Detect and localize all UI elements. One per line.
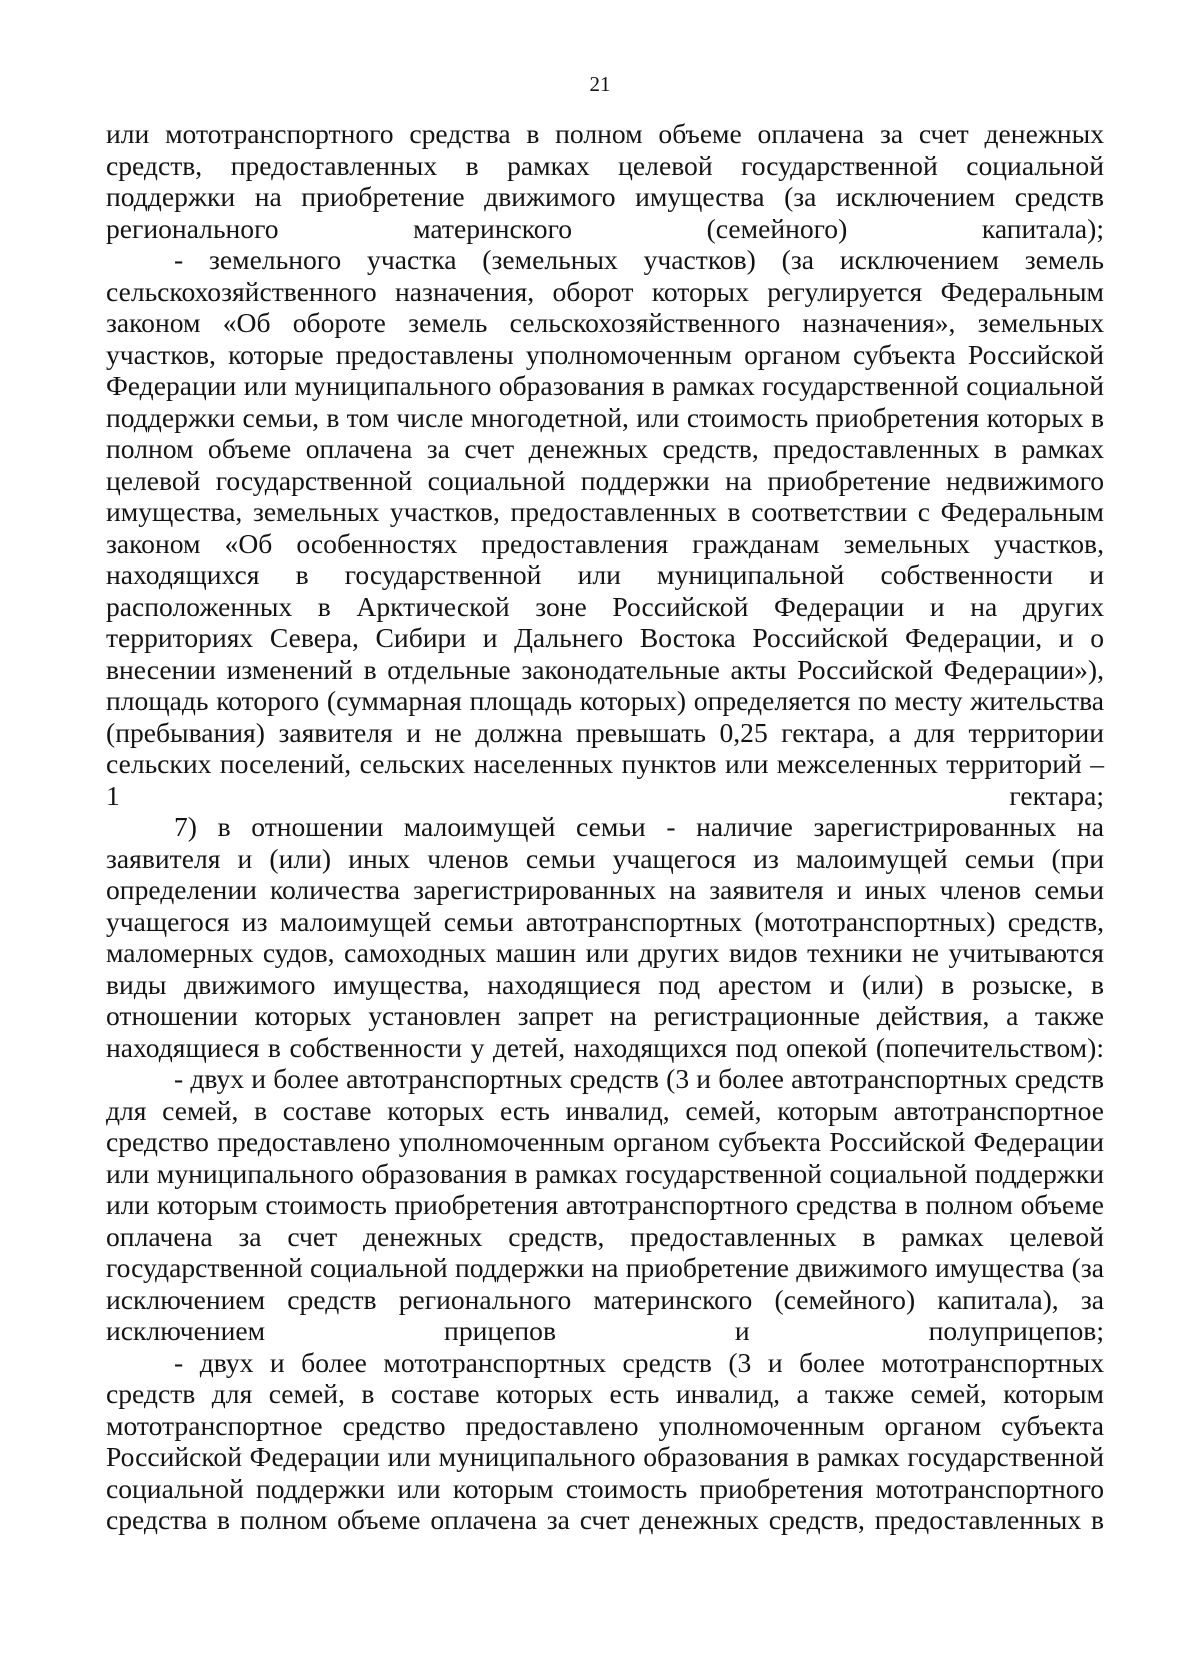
document-line: законом «Об особенностях предоставления гражданам земельных участков,	[106, 527, 1104, 559]
document-line: исключением прицепов и полуприцепов;	[106, 1315, 1104, 1346]
document-line: имущества, земельных участков, предоставленных в соответствии с Федеральным	[106, 496, 1104, 527]
document-line: сельскохозяйственного назначения, оборот которых регулируется Федеральным	[106, 275, 1104, 307]
document-line: регионального материнского (семейного) капитала);	[106, 212, 1104, 244]
document-line: или муниципального образования в рамках государственной социальной поддержки	[106, 1157, 1104, 1189]
document-line: 7) в отношении малоимущей семьи - наличие зарегистрированных на	[174, 811, 1104, 842]
document-line: средств, предоставленных в рамках целевой государственной социальной	[106, 149, 1104, 181]
document-line: поддержки на приобретение движимого имущества (за исключением средств	[106, 181, 1104, 212]
document-line: находящихся в государственной или муниципальной собственности и	[106, 559, 1104, 590]
document-line: определении количества зарегистрированных на заявителя и иных членов семьи	[106, 874, 1104, 905]
document-line: (пребывания) заявителя и не должна превышать 0,25 гектара, а для территории	[106, 716, 1104, 748]
document-line: 1 гектара;	[106, 779, 1104, 811]
document-line: - земельного участка (земельных участков) (за исключением земель	[174, 244, 1104, 275]
document-line: или которым стоимость приобретения автотранспортного средства в полном объеме	[106, 1189, 1104, 1220]
document-line: заявителя и (или) иных членов семьи учащегося из малоимущей семьи (при	[106, 842, 1104, 874]
page-number: 21	[589, 72, 611, 96]
document-line: целевой государственной социальной поддержки на приобретение недвижимого	[106, 464, 1104, 496]
document-line: средств для семей, в составе которых есть инвалид, а также семей, которым	[106, 1378, 1104, 1409]
document-line: полном объеме оплачена за счет денежных средств, предоставленных в рамках	[106, 433, 1104, 464]
document-line: расположенных в Арктической зоне Российской Федерации и на других	[106, 590, 1104, 622]
document-line: территориях Севера, Сибири и Дальнего Востока Российской Федерации, и о	[106, 622, 1104, 653]
document-line: виды движимого имущества, находящиеся под арестом и (или) в розыске, в	[106, 968, 1104, 1000]
document-line: - двух и более автотранспортных средств (3 и более автотранспортных средств	[174, 1063, 1104, 1094]
document-line: оплачена за счет денежных средств, предоставленных в рамках целевой	[106, 1220, 1104, 1252]
document-line: исключением средств регионального материнского (семейного) капитала), за	[106, 1283, 1104, 1315]
document-line: государственной социальной поддержки на приобретение движимого имущества (за	[106, 1252, 1104, 1283]
document-line: отношении которых установлен запрет на регистрационные действия, а также	[106, 1000, 1104, 1031]
document-line: участков, которые предоставлены уполномоченным органом субъекта Российской	[106, 338, 1104, 370]
document-body	[106, 118, 1104, 1536]
document-line: площадь которого (суммарная площадь которых) определяется по месту жительства	[106, 685, 1104, 716]
document-line: внесении изменений в отдельные законодательные акты Российской Федерации»),	[106, 653, 1104, 685]
document-line: находящиеся в собственности у детей, находящихся под опекой (попечительством):	[106, 1031, 1104, 1063]
document-line: сельских поселений, сельских населенных пунктов или межселенных территорий –	[106, 748, 1104, 779]
document-line: Российской Федерации или муниципального образования в рамках государственной	[106, 1441, 1104, 1472]
document-line: мототранспортное средство предоставлено уполномоченным органом субъекта	[106, 1409, 1104, 1441]
document-line: средства в полном объеме оплачена за счет денежных средств, предоставленных в	[106, 1504, 1104, 1535]
document-line: для семей, в составе которых есть инвалид, семей, которым автотранспортное	[106, 1094, 1104, 1126]
document-line: маломерных судов, самоходных машин или других видов техники не учитываются	[106, 937, 1104, 968]
document-line: учащегося из малоимущей семьи автотранспортных (мототранспортных) средств,	[106, 905, 1104, 937]
document-line: Федерации или муниципального образования в рамках государственной социальной	[106, 370, 1104, 401]
document-line: законом «Об обороте земель сельскохозяйственного назначения», земельных	[106, 307, 1104, 338]
document-line: или мототранспортного средства в полном объеме оплачена за счет денежных	[106, 118, 1104, 149]
document-line: средство предоставлено уполномоченным органом субъекта Российской Федерации	[106, 1126, 1104, 1157]
document-line: - двух и более мототранспортных средств (3 и более мототранспортных	[174, 1346, 1104, 1378]
document-line: социальной поддержки или которым стоимость приобретения мототранспортного	[106, 1472, 1104, 1504]
document-line: поддержки семьи, в том числе многодетной, или стоимость приобретения которых в	[106, 401, 1104, 433]
